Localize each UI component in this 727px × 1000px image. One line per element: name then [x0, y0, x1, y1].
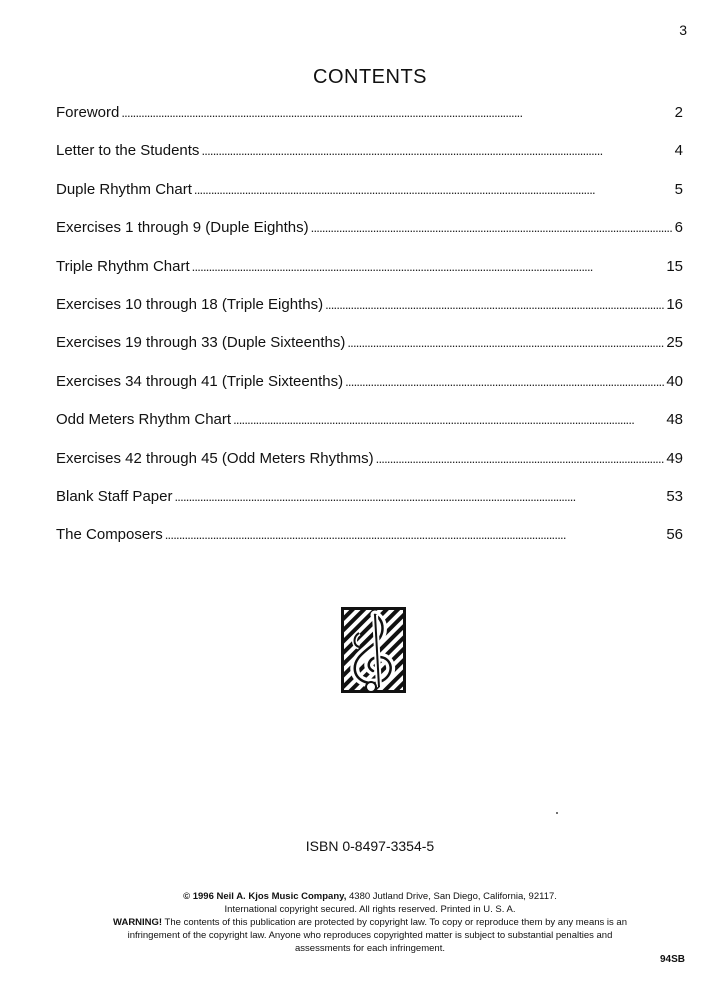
- toc-entry-page: 53: [666, 487, 683, 505]
- toc-entry-title: Letter to the Students: [56, 142, 200, 160]
- treble-clef-logo-icon: [341, 607, 406, 693]
- toc-entry-page: 40: [666, 372, 683, 390]
- warning-label: WARNING!: [113, 917, 163, 928]
- dot-leader: [347, 334, 664, 351]
- toc-entry-page: 16: [666, 295, 683, 313]
- toc-entry[interactable]: [56, 258, 683, 296]
- toc-entry[interactable]: [56, 488, 683, 526]
- toc-entry[interactable]: [56, 296, 683, 334]
- toc-entry-page: 15: [666, 257, 683, 275]
- table-of-contents: [56, 104, 683, 565]
- copyright-line: [100, 890, 640, 903]
- toc-entry[interactable]: [56, 373, 683, 411]
- dot-leader: [345, 373, 664, 390]
- dot-leader: [201, 142, 672, 159]
- rights-line: International copyright secured. All rights reserved. Printed in U. S. A.: [224, 904, 516, 915]
- toc-entry-page: 56: [666, 526, 683, 544]
- dot-leader: [233, 411, 664, 428]
- toc-entry[interactable]: [56, 181, 683, 219]
- toc-entry-page: 25: [666, 334, 683, 352]
- toc-entry[interactable]: [56, 104, 683, 142]
- warning-text: [100, 916, 640, 955]
- dot-leader: [192, 258, 665, 275]
- dot-leader: [121, 104, 672, 121]
- toc-entry-page: 48: [666, 411, 683, 429]
- copyright-notice: [100, 890, 640, 955]
- dot-leader: [165, 526, 665, 543]
- dot-leader: [311, 219, 673, 236]
- toc-entry[interactable]: [56, 334, 683, 372]
- toc-entry-page: 6: [674, 219, 683, 237]
- toc-entry-page: 4: [674, 142, 683, 160]
- dot-leader: [325, 296, 664, 313]
- copyright-holder: © 1996 Neil A. Kjos Music Company,: [183, 891, 347, 902]
- toc-entry-page: 5: [674, 180, 683, 198]
- catalog-code: 94SB: [659, 954, 685, 965]
- toc-entry[interactable]: [56, 450, 683, 488]
- toc-entry-page: 49: [666, 449, 683, 467]
- isbn: ISBN 0-8497-3354-5: [305, 838, 435, 854]
- toc-entry-title: Triple Rhythm Chart: [56, 257, 190, 275]
- toc-entry[interactable]: [56, 142, 683, 180]
- page-number: 3: [679, 22, 687, 38]
- toc-entry-title: Exercises 34 through 41 (Triple Sixteenths): [56, 372, 344, 390]
- toc-entry-title: Exercises 1 through 9 (Duple Eighths): [56, 219, 309, 237]
- toc-entry-title: Exercises 10 through 18 (Triple Eighths): [56, 295, 324, 313]
- dot-leader: [194, 181, 673, 198]
- warning-body: The contents of this publication are protected by copyright law. To copy or reproduce them by any means is an infringement of the copyright law. Anyone who reproduces copyrighted matter is subject to substantial penalties and assessments for each infringement.: [127, 917, 627, 954]
- copyright-address: 4380 Jutland Drive, San Diego, California, 92117.: [346, 891, 557, 902]
- toc-entry-title: Blank Staff Paper: [56, 487, 173, 505]
- print-speck: [556, 812, 558, 814]
- contents-title: CONTENTS: [313, 66, 427, 88]
- toc-entry[interactable]: [56, 219, 683, 257]
- toc-entry-title: Odd Meters Rhythm Chart: [56, 411, 232, 429]
- toc-entry[interactable]: [56, 411, 683, 449]
- toc-entry-title: Exercises 42 through 45 (Odd Meters Rhythms): [56, 449, 374, 467]
- toc-entry-title: The Composers: [56, 526, 163, 544]
- toc-entry-title: Exercises 19 through 33 (Duple Sixteenths): [56, 334, 346, 352]
- dot-leader: [174, 488, 664, 505]
- toc-entry[interactable]: [56, 526, 683, 564]
- toc-entry-title: Duple Rhythm Chart: [56, 180, 192, 198]
- toc-entry-title: Foreword: [56, 104, 120, 121]
- dot-leader: [376, 450, 665, 467]
- toc-entry-page: 2: [674, 104, 683, 121]
